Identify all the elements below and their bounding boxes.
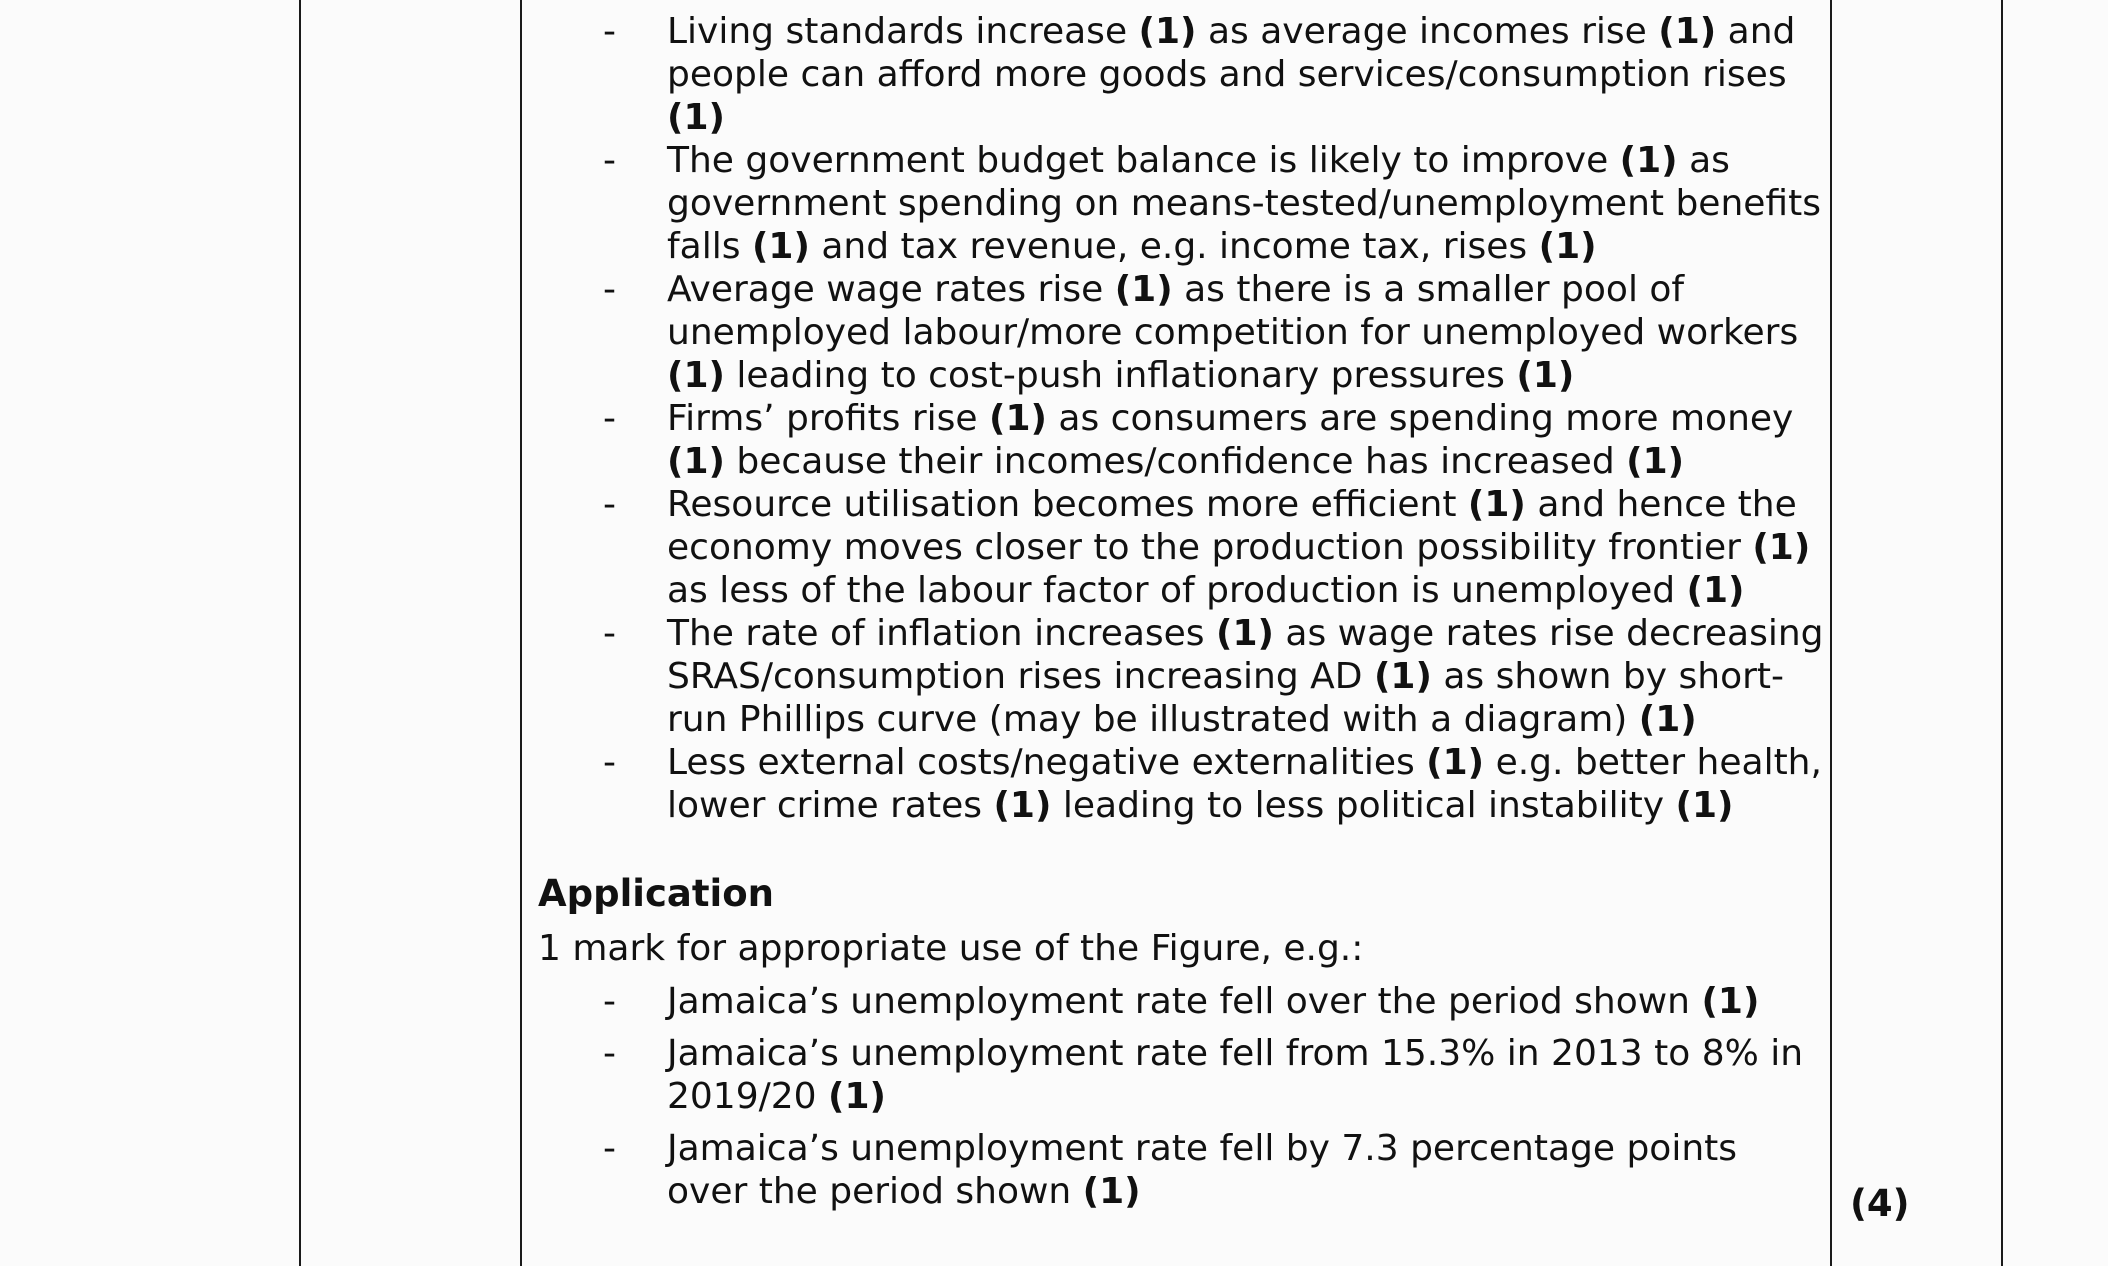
mark-allocation: (1) [1138,11,1197,52]
bullet-text [667,268,1828,397]
knowledge-bullet [538,139,1828,268]
table-border-answer-right [1830,0,1832,1266]
bullet-text-segment: as there is a smaller pool of unemployed labour/more competition for unemployed workers [667,269,1799,353]
mark-allocation: (1) [1701,981,1760,1022]
mark-allocation: (1) [1619,140,1678,181]
mark-allocation: (1) [1467,484,1526,525]
bullet-text [667,741,1828,827]
mark-allocation: (1) [1516,355,1575,396]
application-bullet [538,1032,1828,1118]
mark-allocation: (1) [667,355,725,396]
bullet-text-segment: Jamaica’s unemployment rate fell over the period shown [667,981,1702,1022]
bullet-text [667,139,1828,268]
application-bullet [538,1127,1828,1213]
bullet-text-segment: and people can afford more goods and services/consumption rises [667,11,1796,95]
table-border-left [299,0,301,1266]
bullet-text [667,483,1828,612]
table-border-right [2001,0,2003,1266]
bullet-text-segment: as less of the labour factor of production is unemployed [667,570,1687,611]
bullet-text [667,612,1828,741]
bullet-text-segment: as average incomes rise [1196,11,1659,52]
mark-allocation: (1) [667,441,725,482]
bullet-dash: - [603,398,616,439]
knowledge-bullet [538,741,1828,827]
mark-allocation: (1) [1114,269,1173,310]
mark-allocation: (1) [1638,699,1697,740]
knowledge-bullet [538,10,1828,139]
bullet-text-segment: leading to cost-push inflationary pressures [724,355,1517,396]
bullet-text-segment: as wage rates rise decreasing SRAS/consumption rises increasing AD [667,613,1824,697]
knowledge-bullet [538,612,1828,741]
bullet-text-segment: because their incomes/confidence has increased [724,441,1627,482]
application-intro: 1 mark for appropriate use of the Figure, e.g.: [538,928,1364,969]
bullet-text-segment: Jamaica’s unemployment rate fell by 7.3 percentage points over the period shown [667,1128,1738,1212]
mark-allocation: (1) [1686,570,1745,611]
bullet-text-segment: e.g. better health, lower crime rates [667,742,1822,826]
mark-allocation: (1) [989,398,1047,439]
application-heading: Application [538,872,775,915]
bullet-dash: - [603,981,616,1022]
mark-allocation: (1) [1216,613,1274,654]
mark-allocation: (1) [828,1076,886,1117]
bullet-text [667,10,1828,139]
mark-allocation: (1) [1426,742,1485,783]
mark-allocation: (1) [1675,785,1734,826]
mark-allocation: (1) [667,97,725,138]
mark-allocation: (1) [1082,1171,1141,1212]
bullet-text-segment: as government spending on means-tested/unemployment benefits falls [667,140,1821,267]
table-border-answer-left [520,0,522,1266]
answer-cell [538,10,1828,1213]
mark-allocation: (1) [751,226,810,267]
bullet-text-segment: leading to less political instability [1051,785,1676,826]
bullet-text-segment: and hence the economy moves closer to the production possibility frontier [667,484,1797,568]
bullet-text-segment: Average wage rates rise [667,269,1115,310]
knowledge-bullet [538,397,1828,483]
mark-allocation: (1) [1626,441,1685,482]
bullet-dash: - [603,269,616,310]
mark-allocation: (1) [993,785,1052,826]
application-bullet [538,980,1828,1023]
knowledge-bullet [538,483,1828,612]
knowledge-bullet-list [538,10,1828,827]
bullet-text [667,980,1828,1023]
mark-allocation: (1) [1658,11,1717,52]
bullet-dash: - [603,1033,616,1074]
bullet-text-segment: as shown by short-run Phillips curve (may be illustrated with a diagram) [667,656,1785,740]
knowledge-bullet [538,268,1828,397]
bullet-dash: - [603,140,616,181]
bullet-text [667,397,1828,483]
bullet-text-segment: Less external costs/negative externalities [667,742,1427,783]
bullet-dash: - [603,613,616,654]
bullet-dash: - [603,11,616,52]
bullet-text-segment: The government budget balance is likely to improve [667,140,1620,181]
bullet-text-segment: as consumers are spending more money [1046,398,1794,439]
mark-allocation: (1) [1538,226,1597,267]
bullet-text-segment: Living standards increase [667,11,1139,52]
bullet-dash: - [603,1128,616,1169]
bullet-text-segment: Firms’ profits rise [667,398,989,439]
bullet-text-segment: Jamaica’s unemployment rate fell from 15.3% in 2013 to 8% in 2019/20 [667,1033,1804,1117]
application-bullet-list [538,980,1828,1213]
mark-allocation: (1) [1373,656,1432,697]
bullet-text-segment: and tax revenue, e.g. income tax, rises [809,226,1539,267]
bullet-text [667,1127,1828,1213]
bullet-dash: - [603,742,616,783]
bullet-text-segment: The rate of inflation increases [667,613,1216,654]
marks-total: (4) [1850,1182,1910,1225]
mark-allocation: (1) [1752,527,1811,568]
bullet-text-segment: Resource utilisation becomes more efficient [667,484,1468,525]
bullet-text [667,1032,1828,1118]
bullet-dash: - [603,484,616,525]
